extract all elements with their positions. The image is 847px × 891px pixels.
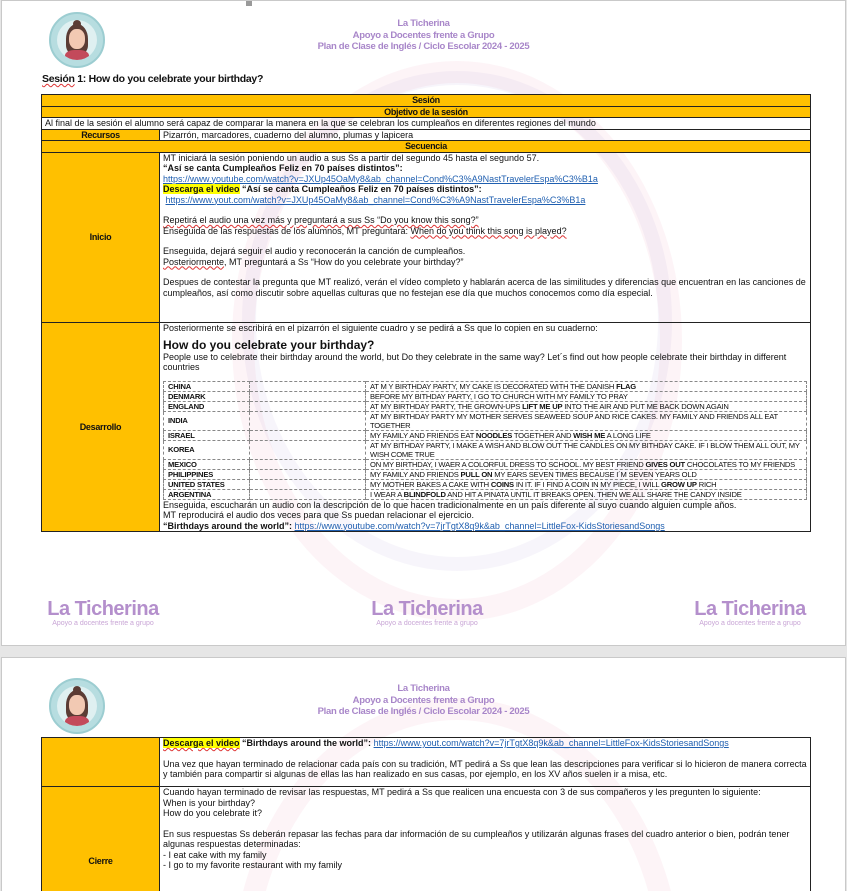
footer-brand-left: La Ticherina Apoyo a docentes frente a grupo [47, 598, 159, 627]
country-name: CHINA [164, 381, 250, 391]
country-name: UNITED STATES [164, 479, 250, 489]
country-name: DENMARK [164, 391, 250, 401]
relate-text: Una vez que hayan terminado de relacionar cada país con su tradición, MT pedirá a Ss que lean las descripciones para verificar si lo hicieron de manera correcta y también para compartir si algunas de ellas las han realizado en sus casas, por ejemplo, en los XV años suelen ir a misa, etc. [163, 758, 807, 779]
cierre-content: Cuando hayan terminado de revisar las respuestas, MT pedirá a Ss que realicen una encuesta con 3 de sus compañeros y les pregunten lo siguiente: When is your birthday? How do you celebrate it? En sus respuestas Ss deberán repasar las fechas para dar información de su cumpleaños y utilizarán algunas frases del cuadro anterior o bien, podrán tener algunas respuestas determinadas: - I eat cake with my family - I go to my favorite restaurant with my family [160, 787, 811, 891]
cierre-survey: Cuando hayan terminado de revisar las respuestas, MT pedirá a Ss que realicen una encuesta con 3 de sus compañeros y les pregunten lo siguiente: [163, 787, 761, 797]
match-blank [250, 401, 366, 411]
inicio-line1: MT iniciará la sesión poniendo un audio a sus Ss a partir del segundo 45 hasta el segundo 57. [163, 152, 540, 163]
country-row [164, 440, 807, 459]
footer-brand-center: La Ticherina Apoyo a docentes frente a grupo [371, 598, 483, 627]
objective-header: Objetivo de la sesión [42, 106, 811, 118]
match-blank [250, 469, 366, 479]
lesson-plan-table-continued [41, 737, 811, 891]
birthday-question: How do you celebrate your birthday? [163, 338, 375, 352]
country-row [164, 391, 807, 401]
country-row [164, 401, 807, 411]
desarrollo-intro: Posteriormente se escribirá en el pizarrón el siguiente cuadro y se pedirá a Ss que lo copien en su cuaderno: [163, 322, 598, 333]
page2-download-link[interactable]: https://www.yout.com/watch?v=7jrTgtX8q9k&ab_channel=LittleFox-KidsStoriesandSongs [373, 738, 729, 748]
country-name: ARGENTINA [164, 489, 250, 499]
inicio-after: Despues de contestar la pregunta que MT realizó, verán el vídeo completo y hablarán acerca de las similitudes y diferencias que encuentran en las canciones de cumpleaños, así como discutir sobre aquellas culturas que no festejan ese día que muchos conocemos como día especial. [163, 277, 806, 298]
resources-label: Recursos [42, 129, 160, 141]
inicio-video-title: “Así se canta Cumpleaños Feliz en 70 países distintos”: [163, 163, 403, 173]
inicio-label: Inicio [42, 152, 160, 322]
country-row [164, 411, 807, 430]
inicio-video-link[interactable]: https://www.youtube.com/watch?v=JXUp45OaMy8&ab_channel=Cond%C3%A9NastTravelerEspa%C3%B1a [163, 173, 598, 184]
country-name: MEXICO [164, 459, 250, 469]
header-brand: La Ticherina [397, 18, 450, 29]
desarrollo-label: Desarrollo [42, 322, 160, 532]
lesson-plan-table [41, 94, 811, 532]
inicio-download-link[interactable]: https://www.yout.com/watch?v=JXUp45OaMy8&ab_channel=Cond%C3%A9NastTravelerEspa%C3%B1a [165, 194, 586, 205]
match-blank [250, 430, 366, 440]
match-blank [250, 459, 366, 469]
page-marker [246, 1, 252, 6]
desarrollo-video-link[interactable]: https://www.youtube.com/watch?v=7jrTgtX8q9k&ab_channel=LittleFox-KidsStoriesandSongs [294, 520, 665, 531]
country-tradition: ON MY BIRTHDAY, I WAER A COLORFUL DRESS TO SCHOOL. MY BEST FRIEND GIVES OUT CHOCOLATES TO MY FRIENDS [366, 459, 807, 469]
header-subtitle: Apoyo a Docentes frente a Grupo [352, 29, 495, 41]
document-page-2 [1, 657, 846, 891]
match-blank [250, 411, 366, 430]
footer-brand-right: La Ticherina Apoyo a docentes frente a grupo [694, 598, 806, 627]
match-blank [250, 489, 366, 499]
country-tradition: MY FAMILY AND FRIENDS EAT NOODLES TOGETHER AND WISH ME A LONG LIFE [366, 430, 807, 440]
match-blank [250, 391, 366, 401]
country-tradition: AT MY BITHDAY PARTY, I MAKE A WISH AND BLOW OUT THE CANDLES ON MY BITHDAY CAKE. IF I BLOW THEM ALL OUT, MY WISH COME TRUE [366, 440, 807, 459]
desarrollo-continued-content: Descarga el video “Birthdays around the world”: https://www.yout.com/watch?v=7jrTgtX8q9k&ab_channel=LittleFox-KidsStoriesandSongs Una vez que hayan terminado de relacionar cada país con su tradición, MT pedirá a Ss que lean las descripciones para verificar si lo hicieron de manera correcta y también para compartir si algunas de ellas las han realizado en sus casas, por ejemplo, en los XV años suelen ir a misa, etc. [160, 738, 811, 787]
country-tradition: AT M Y BIRTHDAY PARTY, MY CAKE IS DECORATED WITH THE DANISH FLAG [366, 381, 807, 391]
country-name: INDIA [164, 411, 250, 430]
inicio-repeat: Repetirá el audio una vez más y preguntará a sus Ss “Do you know this song?” [163, 215, 479, 225]
country-tradition: MY MOTHER BAKES A CAKE WITH COINS IN IT. IF I FIND A COIN IN MY PIECE, I WILL GROW UP RICH [366, 479, 807, 489]
download-label: Descarga el video [163, 738, 240, 748]
country-row [164, 459, 807, 469]
desarrollo-twice: MT reproducirá el audio dos veces para que Ss puedan relacionar el ejercicio. [163, 510, 475, 520]
country-row [164, 479, 807, 489]
session-title: Sesión 1: How do you celebrate your birthday? [42, 73, 264, 85]
inicio-content: MT iniciará la sesión poniendo un audio a sus Ss a partir del segundo 45 hasta el segundo 57. “Así se canta Cumpleaños Feliz en 70 países distintos”: https://www.youtube.com/watch?v=JXUp45OaMy8&ab_channel=Cond%C3%A9NastTravelerEspa%C3%B1a Descarga el video “Así se canta Cumpleaños Feliz en 70 países distintos”: https://www.yout.com/watch?v=JXUp45OaMy8&ab_channel=Cond%C3%A9NastTravelerEspa%C3%B1a Repetirá el audio una vez más y preguntará a sus Ss “Do you know this song?” Enseguida de las respuestas de los alumnos, MT preguntará: When do you think this song is played? Enseguida, dejará seguir el audio y reconocerán la canción de cumpleaños. Posteriormente, MT preguntará a Ss “How do you celebrate your birthday?” Despues de contestar la pregunta que MT realizó, verán el vídeo completo y hablarán acerca de las similitudes y diferencias que encuentran en las canciones de cumpleaños, así como discutir sobre aquellas culturas que no festejan ese día que muchos conocemos como día especial. [160, 152, 811, 322]
desarrollo-content: Posteriormente se escribirá en el pizarrón el siguiente cuadro y se pedirá a Ss que lo copien en su cuaderno: How do you celebrate your birthday? People use to celebrate their birthday around the world, but Do they celebrate in the same way? Let´s find out how people celebrate their birthday in different countries CHINA AT M Y BIRTHDAY PARTY, MY CAKE IS DECORATED WITH THE DANISH FLAG DENMARK BEFORE MY BITHDAY PARTY, I GO TO CHURCH WITH MY FAMILY TO PRAY ENGLAND AT MY BIRTHDAY PARTY, THE GROWN-UPS LIFT ME UP INTO THE AIR AND PUT ME BACK DOWN AGAIN INDIA AT MY BIRTHDAY PARTY MY MOTHER SERVES SEAWEED SOUP AND RICE CAKES. MY FAMILY AND FRIENDS ALL EAT TOGETHER ISRAEL MY FAMILY AND FRIENDS EAT NOODLES TOGETHER AND WISH ME A LONG LIFE KOREA AT MY BITHDAY PARTY, I MAKE A WISH AND BLOW OUT THE CANDLES ON MY BITHDAY CAKE. IF I BLOW THEM ALL OUT, MY WISH COME TRUE MEXICO ON MY BIRTHDAY, I WAER A COLORFUL DRESS TO SCHOOL. MY BEST FRIEND GIVES OUT CHOCOLATES TO MY FRIENDS PHILIPPINES MY FAMILY AND FRIENDS PULL ON MY EARS SEVEN TIMES BECAUSE I´M SEVEN YEARS OLD UNITED STATES MY MOTHER BAKES A CAKE WITH COINS IN IT. IF I FIND A COIN IN MY PIECE, I WILL GROW UP RICH ARGENTINA I WEAR A BLINDFOLD AND HIT A PINATA UNTIL IT BREAKS OPEN. THEN WE ALL SHARE THE CANDY INSIDE Enseguida, escucharán un audio con la descripción de lo que hacen tradicionalmente en un país diferente al suyo cuando alguien cumple años. MT reproducirá el audio dos veces para que Ss puedan relacionar el ejercicio. “Birthdays around the world”: https://www.youtube.com/watch?v=7jrTgtX8q9k&ab_channel=LittleFox-KidsStoriesandSongs [160, 322, 811, 532]
cierre-answers-intro: En sus respuestas Ss deberán repasar las fechas para dar información de su cumpleaños y utilizarán algunas frases del cuadro anterior o bien, podrán tener algunas respuestas determinadas: [163, 828, 790, 849]
objective-text: Al final de la sesión el alumno será capaz de comparar la manera en la que se celebran los cumpleaños en diferentes regiones del mundo [42, 118, 811, 130]
desarrollo-audio: Enseguida, escucharán un audio con la descripción de lo que hacen tradicionalmente en un país diferente al suyo cuando alguien cumple años. [163, 499, 737, 510]
country-tradition: AT MY BIRTHDAY PARTY, THE GROWN-UPS LIFT ME UP INTO THE AIR AND PUT ME BACK DOWN AGAIN [366, 401, 807, 411]
page-header [2, 18, 845, 53]
country-row [164, 489, 807, 499]
header-plan: Plan de Clase de Inglés / Ciclo Escolar 2024 - 2025 [317, 41, 530, 52]
desarrollo-continued-label [42, 738, 160, 787]
country-name: ENGLAND [164, 401, 250, 411]
sequence-header: Secuencia [42, 141, 811, 153]
desarrollo-people: People use to celebrate their birthday around the world, but Do they celebrate in the same way? Let´s find out how people celebrate their birthday in different countries [163, 351, 787, 372]
country-tradition: I WEAR A BLINDFOLD AND HIT A PINATA UNTIL IT BREAKS OPEN. THEN WE ALL SHARE THE CANDY INSIDE [366, 489, 807, 499]
country-row [164, 430, 807, 440]
inicio-follow-question: When do you think this song is played? [410, 225, 567, 236]
country-row [164, 469, 807, 479]
cierre-label: Cierre [42, 787, 160, 891]
country-name: KOREA [164, 440, 250, 459]
country-tradition: AT MY BIRTHDAY PARTY MY MOTHER SERVES SEAWEED SOUP AND RICE CAKES. MY FAMILY AND FRIENDS ALL EAT TOGETHER [366, 411, 807, 430]
match-blank [250, 479, 366, 489]
document-page-1 [1, 0, 846, 646]
match-blank [250, 381, 366, 391]
country-tradition: BEFORE MY BITHDAY PARTY, I GO TO CHURCH WITH MY FAMILY TO PRAY [366, 391, 807, 401]
download-label: Descarga el video [163, 184, 240, 194]
session-header: Sesión [42, 95, 811, 107]
country-row [164, 381, 807, 391]
country-tradition: MY FAMILY AND FRIENDS PULL ON MY EARS SEVEN TIMES BECAUSE I´M SEVEN YEARS OLD [366, 469, 807, 479]
match-blank [250, 440, 366, 459]
page-header: La Ticherina Apoyo a Docentes frente a Grupo Plan de Clase de Inglés / Ciclo Escolar 2024 - 2025 [317, 683, 530, 717]
country-name: PHILIPPINES [164, 469, 250, 479]
countries-table [163, 381, 807, 500]
country-name: ISRAEL [164, 430, 250, 440]
inicio-continue: Enseguida, dejará seguir el audio y reconocerán la canción de cumpleaños. [163, 246, 466, 256]
resources-text: Pizarrón, marcadores, cuaderno del alumno, plumas y lapicera [160, 129, 811, 141]
